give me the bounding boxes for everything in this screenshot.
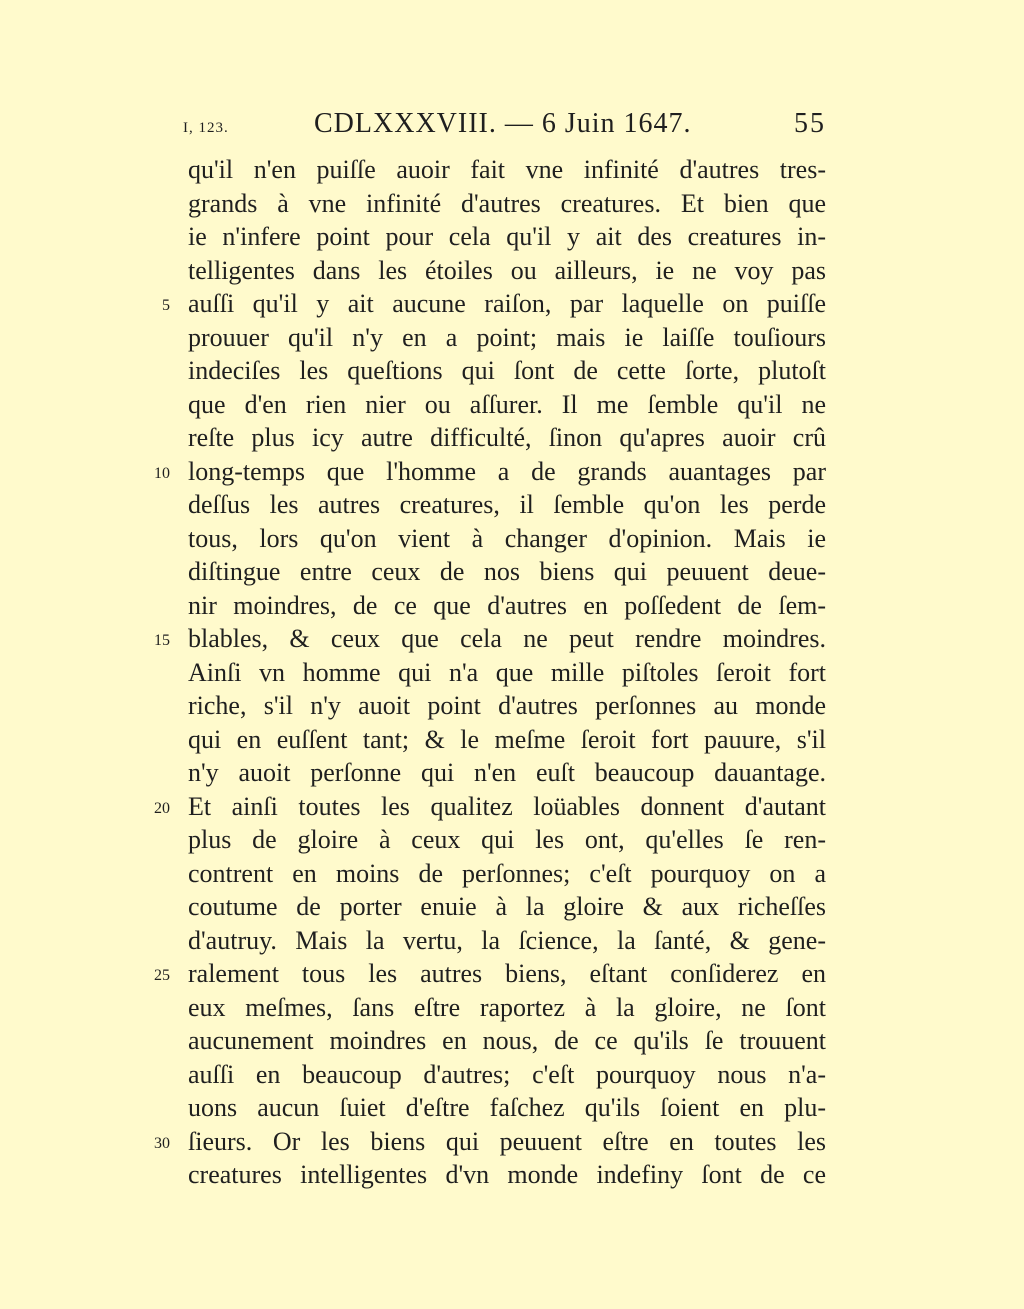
line-text: n'y auoit perſonne qui n'en euſt beaucoup dauantage.	[188, 758, 826, 787]
line-text: coutume de porter enuie à la gloire & aux richeſſes	[188, 892, 826, 921]
line-text: indeciſes les queſtions qui ſont de cette ſorte, plutoſt	[188, 356, 826, 385]
text-line	[0, 488, 1024, 522]
line-number: 30	[154, 1134, 170, 1152]
text-line	[0, 254, 1024, 288]
text-line	[0, 555, 1024, 589]
text-line	[0, 924, 1024, 958]
text-line	[0, 522, 1024, 556]
line-text: ie n'infere point pour cela qu'il y ait des creatures in-	[188, 222, 826, 251]
text-line	[0, 354, 1024, 388]
line-text: qui en euſſent tant; & le meſme ſeroit fort pauure, s'il	[188, 724, 826, 754]
text-line	[0, 220, 1024, 254]
line-text: plus de gloire à ceux qui les ont, qu'elles ſe ren-	[188, 825, 826, 854]
line-text: eux meſmes, ſans eſtre raportez à la gloire, ne ſont	[188, 992, 826, 1022]
text-line	[0, 153, 1024, 187]
letter-body	[0, 153, 1024, 1192]
line-text: blables, & ceux que cela ne peut rendre moindres.	[188, 624, 826, 653]
line-text: qu'il n'en puiſſe auoir fait vne infinité d'autres tres-	[188, 155, 826, 184]
text-line	[0, 421, 1024, 455]
text-line	[0, 790, 1024, 824]
line-text: ſieurs. Or les biens qui peuuent eſtre en toutes les	[188, 1126, 826, 1156]
text-line	[0, 1024, 1024, 1058]
text-line	[0, 723, 1024, 757]
text-line	[0, 321, 1024, 355]
line-text: Ainſi vn homme qui n'a que mille piſtoles ſeroit fort	[188, 657, 826, 687]
text-line	[0, 756, 1024, 790]
text-line	[0, 689, 1024, 723]
text-line	[0, 857, 1024, 891]
text-line	[0, 1125, 1024, 1159]
line-text: aucunement moindres en nous, de ce qu'ils ſe trouuent	[188, 1026, 826, 1055]
line-text: ralement tous les autres biens, eſtant conſiderez en	[188, 959, 826, 988]
text-line	[0, 991, 1024, 1025]
text-line	[0, 455, 1024, 489]
line-number: 15	[154, 632, 170, 649]
text-line	[0, 1091, 1024, 1125]
line-number: 5	[162, 297, 170, 314]
line-text: nir moindres, de ce que d'autres en poſſedent de ſem-	[188, 590, 826, 620]
letter-title: CDLXXXVIII. — 6 Juin 1647.	[314, 108, 692, 139]
text-line	[0, 589, 1024, 623]
line-text: creatures intelligentes d'vn monde indefiny ſont de ce	[188, 1160, 826, 1189]
text-line	[0, 1158, 1024, 1192]
line-text: prouuer qu'il n'y en a point; mais ie laiſſe touſiours	[188, 322, 826, 352]
line-number: 10	[154, 464, 170, 482]
text-line	[0, 957, 1024, 991]
text-line	[0, 1058, 1024, 1092]
line-text: contrent en moins de perſonnes; c'eſt pourquoy on a	[188, 858, 826, 888]
text-line	[0, 187, 1024, 221]
line-text: long-temps que l'homme a de grands auantages par	[188, 456, 826, 486]
line-number: 25	[154, 967, 170, 984]
running-header	[0, 108, 1024, 148]
line-text: tous, lors qu'on vient à changer d'opinion. Mais ie	[188, 523, 826, 553]
text-line	[0, 622, 1024, 656]
line-text: auſſi en beaucoup d'autres; c'eſt pourquoy nous n'a-	[188, 1059, 826, 1089]
line-text: uons aucun ſuiet d'eſtre faſchez qu'ils ſoient en plu-	[188, 1093, 826, 1122]
line-text: riche, s'il n'y auoit point d'autres perſonnes au monde	[188, 691, 826, 720]
page-number: 55	[794, 108, 826, 139]
line-text: que d'en rien nier ou aſſurer. Il me ſemble qu'il ne	[188, 389, 826, 419]
text-line	[0, 823, 1024, 857]
text-line	[0, 656, 1024, 690]
line-text: diſtingue entre ceux de nos biens qui peuuent deue-	[188, 557, 826, 586]
line-text: Et ainſi toutes les qualitez loüables donnent d'autant	[188, 791, 826, 821]
text-line	[0, 890, 1024, 924]
text-line	[0, 388, 1024, 422]
text-line	[0, 287, 1024, 321]
line-number: 20	[154, 799, 170, 817]
line-text: d'autruy. Mais la vertu, la ſcience, la ſanté, & gene-	[188, 925, 826, 955]
line-text: auſſi qu'il y ait aucune raiſon, par laquelle on puiſſe	[188, 289, 826, 318]
line-text: telligentes dans les étoiles ou ailleurs, ie ne voy pas	[188, 255, 826, 285]
line-text: grands à vne infinité d'autres creatures. Et bien que	[188, 188, 826, 218]
volume-reference: I, 123.	[183, 120, 229, 136]
line-text: reſte plus icy autre difficulté, ſinon qu'apres auoir crû	[188, 423, 826, 452]
line-text: deſſus les autres creatures, il ſemble qu'on les perde	[188, 490, 826, 519]
